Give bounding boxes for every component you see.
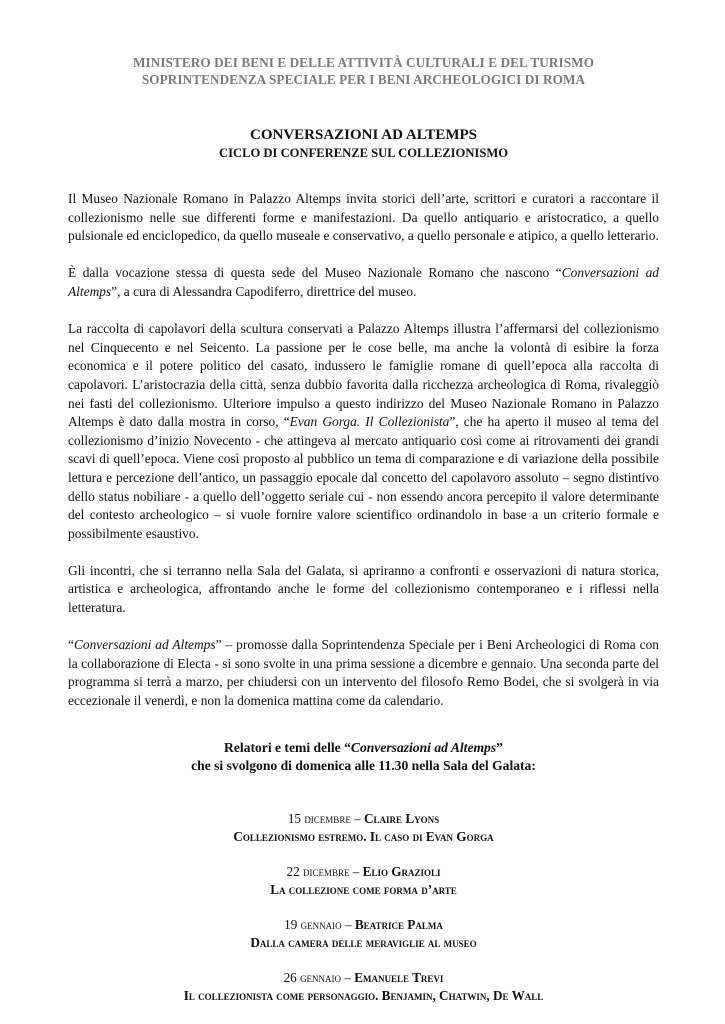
event-item — [68, 969, 659, 1005]
event-date-speaker — [68, 969, 659, 987]
superintendency-name: SOPRINTENDENZA SPECIALE PER I BENI ARCHEOLOGICI DI ROMA — [141, 72, 586, 87]
paragraph-text: ” – promosse dalla Soprintendenza Speciale per i Beni Archeologici di Roma con la collaborazione di Electa - si sono svolte in una prima sessione a dicembre e gennaio. Una seconda parte del programma si terrà a marzo, per chiudersi con un intervento del filosofo Remo Bodei, che si svolgerà in via eccezionale il venerdì, e non la domenica mattina come da calendario. — [68, 637, 659, 709]
event-separator: – — [350, 810, 365, 826]
event-date-speaker — [68, 916, 659, 934]
event-separator: – — [341, 916, 355, 932]
event-date-speaker — [68, 863, 659, 881]
event-day: 26 — [283, 969, 297, 985]
event-topic: La collezione come forma d’arte — [270, 881, 457, 897]
event-topic: Dalla camera delle meraviglie al museo — [250, 934, 477, 950]
event-speaker: Beatrice Palma — [354, 916, 443, 932]
event-month: dicembre — [304, 810, 351, 826]
paragraph-origin — [68, 264, 659, 301]
event-speaker: Elio Grazioli — [362, 863, 441, 879]
speakers-heading-line2: che si svolgono di domenica alle 11.30 nella Sala del Galata: — [191, 758, 536, 774]
paragraph-text: La raccolta di capolavori della scultura conservati a Palazzo Altemps illustra l’affermarsi del collezionismo nel Cinquecento e nel Seicento. La passione per le cose belle, ma anche la volontà di esibire la forza economica e il potere politico del casato, indussero le famiglie romane di quell’epoca alla raccolta di capolavori. L’aristocrazia della città, senza dubbio favorita dalla ricchezza archeologica di Roma, rivaleggiò nei fasti del collezionismo. Ulteriore impulso a questo indirizzo del Museo Nazionale Romano in Palazzo Altemps è dato dalla mostra in corso, “ — [68, 321, 659, 430]
event-month: gennaio — [300, 969, 342, 985]
heading-text: Relatori e temi delle “ — [224, 739, 351, 755]
event-list — [68, 810, 659, 1005]
event-speaker: Claire Lyons — [364, 810, 440, 826]
event-date-speaker — [68, 810, 659, 828]
paragraph-meetings: Gli incontri, che si terranno nella Sala del Galata, si apriranno a confronti e osservazioni di natura storica, artistica e archeologica, affrontando anche le forme del collezionismo contemporaneo e i riflessi nella letteratura. — [68, 562, 659, 616]
paragraph-text: “ — [68, 637, 74, 653]
event-topic: Collezionismo estremo. Il caso di Evan Gorga — [233, 828, 494, 844]
event-separator: – — [349, 863, 363, 879]
event-day: 15 — [287, 810, 302, 826]
speakers-heading-line1 — [68, 739, 659, 758]
paragraph-program — [68, 636, 659, 710]
heading-text: ” — [496, 739, 503, 755]
event-day: 19 — [284, 916, 298, 932]
event-item — [68, 916, 659, 952]
series-title-italic: Conversazioni ad Altemps — [68, 265, 659, 299]
ministry-name: MINISTERO DEI BENI E DELLE ATTIVITÀ CULTURALI E DEL TURISMO — [132, 55, 595, 70]
paragraph-text: È dalla vocazione stessa di questa sede del Museo Nazionale Romano che nascono “ — [68, 265, 562, 281]
speakers-heading — [68, 739, 659, 776]
event-speaker: Emanuele Trevi — [354, 969, 444, 985]
ministry-header — [68, 54, 659, 88]
event-item — [68, 810, 659, 846]
paragraph-intro: Il Museo Nazionale Romano in Palazzo Altemps invita storici dell’arte, scrittori e curatori a raccontare il collezionismo nelle sue differenti forme e manifestazioni. Da quello antiquario e aristocratico, a quello pulsionale ed enciclopedico, da quello museale e conservativo, a quello personale e atipico, a quello letterario. — [68, 191, 659, 244]
paragraph-history — [68, 320, 659, 543]
document-title: CONVERSAZIONI AD ALTEMPS — [250, 127, 477, 143]
event-month: dicembre — [302, 863, 350, 879]
event-topic: Il collezionista come personaggio. Benjamin, Chatwin, De Wall — [183, 987, 544, 1003]
event-day: 22 — [286, 863, 300, 879]
document-body — [68, 190, 659, 711]
event-item — [68, 863, 659, 899]
series-title-italic: Conversazioni ad Altemps — [73, 637, 216, 653]
event-month: gennaio — [300, 916, 342, 932]
document-subtitle: CICLO DI CONFERENZE SUL COLLEZIONISMO — [218, 146, 509, 160]
exhibition-title-italic: Evan Gorga. Il Collezionista — [289, 414, 450, 430]
series-title-italic: Conversazioni ad Altemps — [350, 739, 497, 755]
event-separator: – — [341, 969, 355, 985]
paragraph-text: ”, che ha aperto il museo al tema del collezionismo d’inizio Novecento - che attingeva al mercato antiquario così come ai ritrovamenti dei grandi scavi di quell’epoca. Viene così proposto al pubblico un tema di comparazione e di variazione della possibile lettura e percezione dell’antico, un passaggio epocale dal concetto del capolavoro assoluto – segno distintivo dello status nobiliare - a quello dell’oggetto seriale cui - non essendo ancora percepito il valore determinante del contesto archeologico – si vuole fornire valore scientifico ordinandolo in base a un criterio formale e possibilmente esaustivo. — [68, 414, 659, 541]
paragraph-text: ”, a cura di Alessandra Capodiferro, direttrice del museo. — [111, 283, 417, 299]
